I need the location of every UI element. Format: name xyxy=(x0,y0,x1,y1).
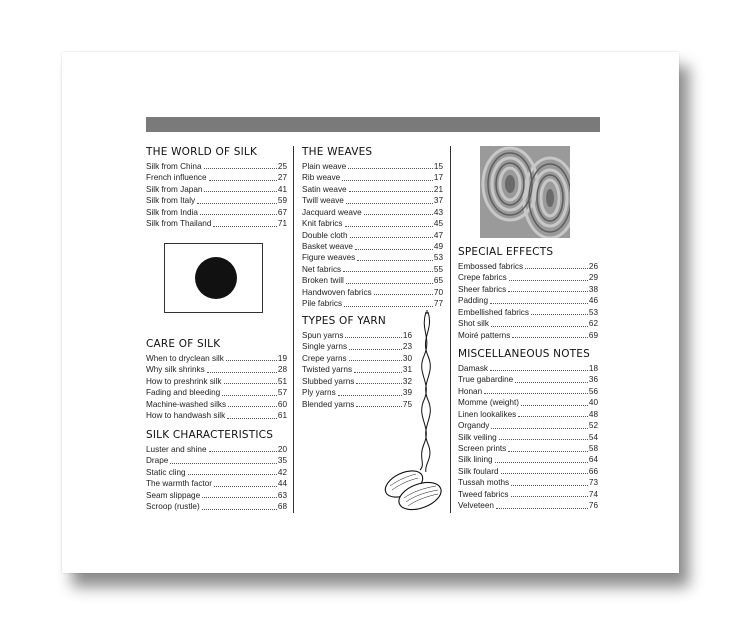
toc-entry xyxy=(458,374,598,385)
dot-leader xyxy=(518,416,588,417)
toc-entry xyxy=(458,489,598,500)
dot-leader xyxy=(521,405,588,406)
toc-entry xyxy=(146,195,287,206)
page-number: 47 xyxy=(433,230,443,240)
dot-leader xyxy=(496,508,588,509)
page-number: 73 xyxy=(588,478,598,488)
dot-leader xyxy=(344,306,433,307)
dot-leader xyxy=(209,180,277,181)
dot-leader xyxy=(204,191,276,192)
page-number: 27 xyxy=(277,173,287,183)
page-number: 36 xyxy=(588,375,598,385)
section-miscellaneous-notes xyxy=(458,348,598,512)
toc-entry xyxy=(302,207,443,218)
dot-leader xyxy=(222,395,277,396)
page-number: 53 xyxy=(588,307,598,317)
page-number: 26 xyxy=(588,261,598,271)
toc-entry xyxy=(146,455,287,466)
toc-entry xyxy=(146,364,287,375)
toc-entry xyxy=(302,264,443,275)
entry-label: Double cloth xyxy=(302,230,348,240)
page-number: 29 xyxy=(588,273,598,283)
entry-label: Tweed fabrics xyxy=(458,489,509,499)
japanese-flag-icon xyxy=(164,243,263,313)
entry-label: Rib weave xyxy=(302,173,341,183)
section-special-effects xyxy=(458,246,598,341)
entry-label: Satin weave xyxy=(302,184,347,194)
header-bar xyxy=(146,117,600,132)
dot-leader xyxy=(525,268,588,269)
page-number: 54 xyxy=(588,432,598,442)
flag-sun-icon xyxy=(195,257,237,299)
page-number: 64 xyxy=(588,455,598,465)
page-number: 74 xyxy=(588,489,598,499)
toc-entry xyxy=(146,478,287,489)
page-number: 38 xyxy=(588,284,598,294)
dot-leader xyxy=(374,294,433,295)
column-divider-left xyxy=(293,146,294,513)
section-title: CARE OF SILK xyxy=(146,338,221,350)
entry-label: Single yarns xyxy=(302,342,348,352)
entry-label: The warmth factor xyxy=(146,479,212,489)
dot-leader xyxy=(207,372,277,373)
dot-leader xyxy=(343,271,433,272)
entry-label: Damask xyxy=(458,363,489,373)
toc-entry xyxy=(146,353,287,364)
page-number: 53 xyxy=(433,253,443,263)
section-title: THE WORLD OF SILK xyxy=(146,146,258,158)
toc-entry xyxy=(302,287,443,298)
page-number: 52 xyxy=(588,421,598,431)
toc-entry xyxy=(458,261,598,272)
dot-leader xyxy=(197,203,277,204)
dot-leader xyxy=(531,314,588,315)
page-number: 71 xyxy=(277,219,287,229)
toc-entry xyxy=(146,376,287,387)
dot-leader xyxy=(188,474,277,475)
toc-entry xyxy=(458,500,598,511)
toc-entry xyxy=(146,501,287,512)
entry-label: Shot silk xyxy=(458,319,489,329)
section-title: TYPES OF YARN xyxy=(302,315,386,327)
entry-label: Screen prints xyxy=(458,444,507,454)
dot-leader xyxy=(348,168,433,169)
dot-leader xyxy=(511,496,588,497)
toc-entry xyxy=(458,272,598,283)
entry-label: Why silk shrinks xyxy=(146,365,205,375)
page-number: 68 xyxy=(277,502,287,512)
toc-entry xyxy=(302,275,443,286)
entry-label: Blended yarns xyxy=(302,399,355,409)
entry-label: Static cling xyxy=(146,467,186,477)
toc-entry xyxy=(458,455,598,466)
dot-leader xyxy=(170,463,277,464)
entry-label: Jacquard weave xyxy=(302,207,362,217)
entry-label: Scroop (rustle) xyxy=(146,502,200,512)
entry-label: Slubbed yarns xyxy=(302,376,355,386)
page-number: 20 xyxy=(277,444,287,454)
toc-entry xyxy=(458,466,598,477)
page-number: 15 xyxy=(433,161,443,171)
section-title: SPECIAL EFFECTS xyxy=(458,246,554,258)
toc-entry xyxy=(458,443,598,454)
toc-entry xyxy=(458,330,598,341)
entry-label: Velveteen xyxy=(458,501,494,511)
dot-leader xyxy=(491,428,587,429)
dot-leader xyxy=(499,439,588,440)
dot-leader xyxy=(490,303,588,304)
page-number: 61 xyxy=(277,411,287,421)
page-number: 25 xyxy=(277,161,287,171)
dot-leader xyxy=(515,382,588,383)
entry-label: Spun yarns xyxy=(302,330,344,340)
entry-label: Fading and bleeding xyxy=(146,388,221,398)
dot-leader xyxy=(204,168,277,169)
entry-label: Silk from Italy xyxy=(146,196,196,206)
entry-label: Broken twill xyxy=(302,276,344,286)
page-number: 63 xyxy=(277,490,287,500)
entry-label: Tussah moths xyxy=(458,478,510,488)
page-number: 59 xyxy=(277,196,287,206)
page-number: 70 xyxy=(433,287,443,297)
page-number: 17 xyxy=(433,173,443,183)
entry-label: French influence xyxy=(146,173,207,183)
entry-label: Momme (weight) xyxy=(458,398,519,408)
page-number: 42 xyxy=(277,467,287,477)
entry-label: Machine-washed silks xyxy=(146,399,227,409)
column-divider-right xyxy=(450,146,451,513)
entry-label: Twisted yarns xyxy=(302,365,353,375)
page-number: 18 xyxy=(588,363,598,373)
toc-entry xyxy=(302,230,443,241)
entry-label: Silk veiling xyxy=(458,432,497,442)
dot-leader xyxy=(508,291,588,292)
section-the-weaves xyxy=(302,146,443,310)
dot-leader xyxy=(349,191,433,192)
dot-leader xyxy=(209,451,277,452)
page-number: 66 xyxy=(588,466,598,476)
page-number: 75 xyxy=(402,399,412,409)
dot-leader xyxy=(202,497,277,498)
page-number: 67 xyxy=(277,207,287,217)
dot-leader xyxy=(491,326,588,327)
page-number: 40 xyxy=(588,398,598,408)
dot-leader xyxy=(511,485,588,486)
dot-leader xyxy=(227,418,277,419)
entry-label: Net fabrics xyxy=(302,264,342,274)
dot-leader xyxy=(490,370,588,371)
page-number: 51 xyxy=(277,376,287,386)
entry-label: When to dryclean silk xyxy=(146,353,224,363)
section-title: SILK CHARACTERISTICS xyxy=(146,429,274,441)
page-number: 30 xyxy=(402,353,412,363)
toc-entry xyxy=(458,307,598,318)
toc-entry xyxy=(302,184,443,195)
page-number: 45 xyxy=(433,219,443,229)
toc-entry xyxy=(146,490,287,501)
page-number: 55 xyxy=(433,264,443,274)
page-number: 44 xyxy=(277,479,287,489)
dot-leader xyxy=(501,473,588,474)
entry-label: Crepe yarns xyxy=(302,353,347,363)
page-number: 39 xyxy=(402,388,412,398)
entry-label: Moiré patterns xyxy=(458,330,511,340)
entry-label: Silk lining xyxy=(458,455,493,465)
entry-label: Silk foulard xyxy=(458,466,499,476)
entry-label: Silk from Thailand xyxy=(146,219,212,229)
page-number: 19 xyxy=(277,353,287,363)
toc-entry xyxy=(146,184,287,195)
entry-label: Organdy xyxy=(458,421,490,431)
entry-label: Crepe fabrics xyxy=(458,273,507,283)
entry-label: Pile fabrics xyxy=(302,299,343,309)
toc-entry xyxy=(146,161,287,172)
toc-entry xyxy=(302,218,443,229)
page-number: 58 xyxy=(588,444,598,454)
page-number: 41 xyxy=(277,184,287,194)
entry-label: Embossed fabrics xyxy=(458,261,524,271)
toc-entry xyxy=(302,172,443,183)
toc-entry xyxy=(146,410,287,421)
toc-entry xyxy=(146,399,287,410)
section-title: THE WEAVES xyxy=(302,146,373,158)
dot-leader xyxy=(200,214,277,215)
entry-label: How to handwash silk xyxy=(146,411,226,421)
toc-entry xyxy=(458,284,598,295)
toc-entry xyxy=(146,172,287,183)
toc-entry xyxy=(302,195,443,206)
silk-cocoon-yarn-illustration xyxy=(380,310,450,522)
page-number: 60 xyxy=(277,399,287,409)
page-number: 23 xyxy=(402,342,412,352)
toc-entry xyxy=(458,409,598,420)
dot-leader xyxy=(508,451,588,452)
entry-label: Drape xyxy=(146,456,169,466)
toc-entry xyxy=(458,386,598,397)
toc-entry xyxy=(302,253,443,264)
dot-leader xyxy=(346,283,433,284)
toc-entry xyxy=(146,218,287,229)
entry-label: Silk from China xyxy=(146,161,202,171)
entry-label: Honan xyxy=(458,386,483,396)
dot-leader xyxy=(213,226,277,227)
toc-entry xyxy=(458,420,598,431)
toc-entry xyxy=(458,477,598,488)
dot-leader xyxy=(355,249,433,250)
entry-label: Seam slippage xyxy=(146,490,201,500)
toc-entry xyxy=(146,467,287,478)
entry-label: Linen lookalikes xyxy=(458,409,517,419)
entry-label: Ply yarns xyxy=(302,388,336,398)
section-silk-characteristics xyxy=(146,429,287,513)
toc-entry xyxy=(458,432,598,443)
moire-fabric-swatch xyxy=(480,146,570,238)
dot-leader xyxy=(342,180,433,181)
dot-leader xyxy=(495,462,588,463)
page-number: 16 xyxy=(402,330,412,340)
toc-entry xyxy=(146,387,287,398)
dot-leader xyxy=(350,237,433,238)
entry-label: Sheer fabrics xyxy=(458,284,507,294)
page-number: 35 xyxy=(277,456,287,466)
toc-entry xyxy=(146,444,287,455)
dot-leader xyxy=(224,383,277,384)
page-number: 56 xyxy=(588,386,598,396)
entry-label: Embellished fabrics xyxy=(458,307,529,317)
dot-leader xyxy=(509,280,588,281)
page-number: 49 xyxy=(433,242,443,252)
page-number: 43 xyxy=(433,207,443,217)
page-number: 21 xyxy=(433,184,443,194)
dot-leader xyxy=(202,509,277,510)
section-care-of-silk xyxy=(146,338,287,422)
entry-label: Twill weave xyxy=(302,196,344,206)
toc-entry xyxy=(302,298,443,309)
toc-entry xyxy=(302,241,443,252)
dot-leader xyxy=(364,214,433,215)
entry-label: Knit fabrics xyxy=(302,219,343,229)
entry-label: Padding xyxy=(458,296,489,306)
page-number: 31 xyxy=(402,365,412,375)
section-title: MISCELLANEOUS NOTES xyxy=(458,348,590,360)
toc-entry xyxy=(146,207,287,218)
entry-label: True gabardine xyxy=(458,375,514,385)
entry-label: Plain weave xyxy=(302,161,347,171)
page-number: 69 xyxy=(588,330,598,340)
entry-label: How to preshrink silk xyxy=(146,376,222,386)
page-number: 77 xyxy=(433,299,443,309)
entry-label: Handwoven fabrics xyxy=(302,287,372,297)
toc-entry xyxy=(458,295,598,306)
page-number: 46 xyxy=(588,296,598,306)
page-number: 65 xyxy=(433,276,443,286)
entry-label: Silk from Japan xyxy=(146,184,203,194)
dot-leader xyxy=(484,393,588,394)
dot-leader xyxy=(214,486,277,487)
page-number: 48 xyxy=(588,409,598,419)
dot-leader xyxy=(228,406,277,407)
entry-label: Luster and shine xyxy=(146,444,207,454)
dot-leader xyxy=(226,360,277,361)
toc-entry xyxy=(458,397,598,408)
page-number: 37 xyxy=(433,196,443,206)
entry-label: Figure weaves xyxy=(302,253,356,263)
dot-leader xyxy=(345,226,433,227)
entry-label: Silk from India xyxy=(146,207,198,217)
dot-leader xyxy=(512,337,588,338)
dot-leader xyxy=(357,260,433,261)
section-world-of-silk xyxy=(146,146,287,230)
toc-entry xyxy=(458,318,598,329)
dot-leader xyxy=(346,203,433,204)
page-number: 28 xyxy=(277,365,287,375)
entry-label: Basket weave xyxy=(302,242,353,252)
page-number: 62 xyxy=(588,319,598,329)
page-number: 32 xyxy=(402,376,412,386)
toc-entry xyxy=(458,363,598,374)
page-number: 76 xyxy=(588,501,598,511)
toc-entry xyxy=(302,161,443,172)
page-number: 57 xyxy=(277,388,287,398)
